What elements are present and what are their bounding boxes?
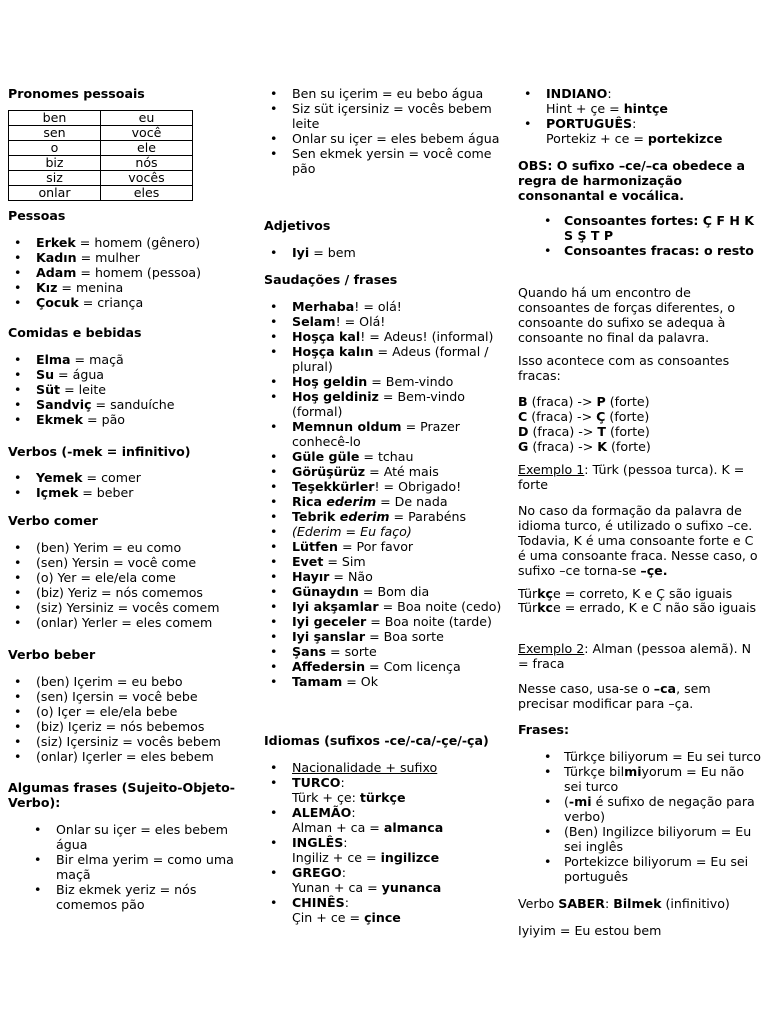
list-item bbox=[8, 265, 256, 280]
sentence-bold: -mi bbox=[568, 794, 592, 809]
list-item-term: Rica bbox=[292, 494, 322, 509]
list-item bbox=[264, 644, 510, 659]
list-item bbox=[264, 374, 510, 389]
list-item: • Sen ekmek yersin = você come pão bbox=[264, 146, 510, 176]
language-item bbox=[518, 86, 762, 116]
comidas-list bbox=[8, 352, 256, 427]
list-item bbox=[264, 524, 510, 539]
table-row bbox=[9, 171, 193, 186]
pair-middle: (fraca) -> bbox=[527, 394, 597, 409]
para-formacao: No caso da formação da palavra de idioma turco, é utilizado o sufixo –ce. Todavia, K é uma consoante forte e C é uma consoante fraca. Nesse caso, o sufixo –ce torna-se –çe. bbox=[518, 503, 758, 578]
list-item: • (ben) Içerim = eu bebo bbox=[8, 674, 256, 689]
list-item-meaning: ! = olá! bbox=[354, 299, 402, 314]
list-item bbox=[8, 250, 256, 265]
list-item: • (biz) Içeriz = nós bebemos bbox=[8, 719, 256, 734]
language-formula: Portekiz + ce = bbox=[546, 131, 648, 146]
list-item-term: Iyi bbox=[292, 245, 310, 260]
top-sentences-list bbox=[264, 86, 510, 176]
list-item bbox=[264, 329, 510, 344]
list-item-term: Hoş geldiniz bbox=[292, 389, 379, 404]
list-item-italic: (Ederim = Eu faço) bbox=[292, 524, 412, 539]
language-item bbox=[518, 116, 762, 146]
list-item-meaning: = Bem-vindo bbox=[367, 374, 454, 389]
list-item-meaning: = Boa noite (tarde) bbox=[366, 614, 492, 629]
table-cell: onlar bbox=[9, 186, 101, 201]
language-item bbox=[264, 805, 510, 835]
language-name: PORTUGUÊS bbox=[546, 116, 633, 131]
para-fracas: Isso acontece com as consoantes fracas: bbox=[518, 353, 730, 383]
language-result: çince bbox=[364, 910, 401, 925]
list-item-term: Çocuk bbox=[36, 295, 79, 310]
language-result: ingilizce bbox=[380, 850, 440, 865]
pair-end: (forte) bbox=[605, 409, 650, 424]
frases-title: Algumas frases (Sujeito-Objeto-Verbo): bbox=[8, 780, 235, 810]
list-item-meaning: = água bbox=[54, 367, 105, 382]
list-item-term: Hoşça kal bbox=[292, 329, 361, 344]
list-item-term: Yemek bbox=[36, 470, 83, 485]
language-name: INDIANO bbox=[546, 86, 608, 101]
list-item: • (siz) Yersiniz = vocês comem bbox=[8, 600, 256, 615]
list-item-term: Görüşürüz bbox=[292, 464, 366, 479]
weak-consonant: D bbox=[518, 424, 529, 439]
list-item bbox=[518, 764, 762, 794]
comer-list bbox=[8, 540, 256, 630]
idiomas-sub: • Nacionalidade + sufixo bbox=[264, 760, 510, 775]
list-item-meaning: = Com licença bbox=[365, 659, 461, 674]
list-item-meaning: = maçã bbox=[70, 352, 124, 367]
list-item-meaning: = mulher bbox=[76, 250, 140, 265]
list-item-term: Süt bbox=[36, 382, 61, 397]
consonant-pair bbox=[518, 394, 762, 409]
list-item-meaning: = leite bbox=[60, 382, 107, 397]
list-item bbox=[8, 412, 256, 427]
list-item-meaning: = sanduíche bbox=[91, 397, 175, 412]
list-item-meaning: = menina bbox=[57, 280, 124, 295]
list-item-meaning: = bem bbox=[309, 245, 356, 260]
consonant-rule: Consoantes fortes: Ç F H K S Ş T P bbox=[564, 213, 755, 243]
language-result: yunanca bbox=[381, 880, 442, 895]
list-item: • (sen) Yersin = você come bbox=[8, 555, 256, 570]
consonant-pair bbox=[518, 439, 762, 454]
list-item-meaning: = homem (gênero) bbox=[75, 235, 201, 250]
list-item-term: Günaydın bbox=[292, 584, 359, 599]
verbos-title: Verbos (-mek = infinitivo) bbox=[8, 444, 191, 459]
table-cell: nós bbox=[101, 156, 193, 171]
verbo-saber: Verbo SABER: Bilmek (infinitivo) bbox=[518, 896, 730, 911]
table-row bbox=[9, 126, 193, 141]
list-item bbox=[264, 674, 510, 689]
sentence: Türkçe biliyorum = Eu sei turco bbox=[564, 749, 761, 764]
sentence: (Ben) Ingilizce biliyorum = Eu sei inglês bbox=[564, 824, 752, 854]
idiomas-sub-list bbox=[264, 760, 510, 775]
list-item-term: Lütfen bbox=[292, 539, 338, 554]
list-item: • (onlar) Içerler = eles bebem bbox=[8, 749, 256, 764]
list-item bbox=[264, 299, 510, 314]
list-item-meaning: = Ok bbox=[342, 674, 378, 689]
list-item-meaning: = Adeus (formal / plural) bbox=[292, 344, 489, 374]
strong-consonant: K bbox=[597, 439, 608, 454]
language-formula: Hint + çe = bbox=[546, 101, 624, 116]
list-item-term: Şans bbox=[292, 644, 327, 659]
list-item-term: Teşekkürler bbox=[292, 479, 375, 494]
beber-title: Verbo beber bbox=[8, 647, 96, 662]
language-item bbox=[264, 835, 510, 865]
list-item-term: Erkek bbox=[36, 235, 76, 250]
sentence-end: é sufixo de negação para verbo) bbox=[564, 794, 755, 824]
colon: : bbox=[607, 86, 612, 101]
list-item: • Siz süt içersiniz = vocês bebem leite bbox=[264, 101, 510, 131]
saudacoes-title: Saudações / frases bbox=[264, 272, 398, 287]
list-item-term: Tamam bbox=[292, 674, 343, 689]
table-cell: ben bbox=[9, 111, 101, 126]
table-cell: vocês bbox=[101, 171, 193, 186]
list-item-meaning: = Bem-vindo (formal) bbox=[292, 389, 465, 419]
sentence: Portekizce biliyorum = Eu sei português bbox=[564, 854, 749, 884]
list-item bbox=[264, 419, 510, 449]
turkce-correct: Türkçe = correto, K e Ç são iguais bbox=[518, 586, 733, 601]
list-item bbox=[264, 314, 510, 329]
list-item bbox=[264, 389, 510, 419]
list-item-term: Hoşça kalın bbox=[292, 344, 374, 359]
list-item-meaning: = Boa sorte bbox=[365, 629, 444, 644]
comidas-title: Comidas e bebidas bbox=[8, 325, 142, 340]
table-cell: eles bbox=[101, 186, 193, 201]
list-item bbox=[264, 509, 510, 524]
list-item: • Ben su içerim = eu bebo água bbox=[264, 86, 510, 101]
language-item bbox=[264, 895, 510, 925]
comer-title: Verbo comer bbox=[8, 513, 98, 528]
sentence-start: ( bbox=[564, 794, 569, 809]
consonant-rule: Consoantes fracas: o resto bbox=[564, 243, 754, 258]
list-item bbox=[264, 494, 510, 509]
list-item-term: Adam bbox=[36, 265, 77, 280]
list-item-meaning: = Sim bbox=[323, 554, 366, 569]
frases-title-3: Frases: bbox=[518, 722, 570, 737]
list-item bbox=[264, 659, 510, 674]
list-item bbox=[264, 344, 510, 374]
language-item bbox=[264, 865, 510, 895]
list-item-term: Hayır bbox=[292, 569, 330, 584]
list-item bbox=[8, 397, 256, 412]
list-item-meaning: = De nada bbox=[376, 494, 448, 509]
list-item-term: Güle güle bbox=[292, 449, 360, 464]
exemplo-1: Exemplo 1: Türk (pessoa turca). K = forte bbox=[518, 462, 745, 492]
list-item bbox=[518, 794, 762, 824]
table-cell: sen bbox=[9, 126, 101, 141]
list-item-meaning: = Bom dia bbox=[358, 584, 430, 599]
list-item-term: Iyi şanslar bbox=[292, 629, 366, 644]
language-formula: Çin + ce = bbox=[292, 910, 365, 925]
colon: : bbox=[344, 895, 349, 910]
table-cell: o bbox=[9, 141, 101, 156]
list-item-term: Memnun oldum bbox=[292, 419, 402, 434]
strong-consonant: Ç bbox=[596, 409, 606, 424]
table-cell: você bbox=[101, 126, 193, 141]
table-cell: siz bbox=[9, 171, 101, 186]
list-item-term: Kız bbox=[36, 280, 58, 295]
table-cell: biz bbox=[9, 156, 101, 171]
list-item: • (biz) Yeriz = nós comemos bbox=[8, 585, 256, 600]
table-row bbox=[9, 156, 193, 171]
list-item bbox=[264, 569, 510, 584]
list-item-term: Ekmek bbox=[36, 412, 84, 427]
language-name: ALEMÃO bbox=[292, 805, 352, 820]
list-item bbox=[518, 824, 762, 854]
list-item-term: Merhaba bbox=[292, 299, 355, 314]
obs-note: OBS: O sufixo –ce/–ca obedece a regra de harmonização consonantal e vocálica. bbox=[518, 158, 746, 203]
list-item: • Onlar su içer = eles bebem água bbox=[264, 131, 510, 146]
language-formula: Alman + ca = bbox=[292, 820, 384, 835]
frases-list bbox=[8, 822, 256, 912]
language-name: CHINÊS bbox=[292, 895, 345, 910]
adjetivos-list bbox=[264, 245, 510, 260]
language-name: GREGO bbox=[292, 865, 342, 880]
list-item bbox=[264, 614, 510, 629]
frases-list-3 bbox=[518, 749, 762, 884]
list-item: • Bir elma yerim = como uma maçã bbox=[8, 852, 256, 882]
list-item: • (o) Içer = ele/ela bebe bbox=[8, 704, 256, 719]
pessoas-list bbox=[8, 235, 256, 310]
list-item bbox=[264, 554, 510, 569]
list-item-meaning: = Parabéns bbox=[389, 509, 467, 524]
language-name: TURCO bbox=[292, 775, 341, 790]
list-item-meaning: = Até mais bbox=[365, 464, 439, 479]
list-item-meaning: = beber bbox=[78, 485, 134, 500]
list-item-term: Kadın bbox=[36, 250, 77, 265]
list-item bbox=[264, 629, 510, 644]
list-item: • (o) Yer = ele/ela come bbox=[8, 570, 256, 585]
pair-middle: (fraca) -> bbox=[527, 409, 597, 424]
list-item bbox=[264, 245, 510, 260]
language-result: türkçe bbox=[359, 790, 406, 805]
list-item bbox=[518, 749, 762, 764]
list-item bbox=[8, 382, 256, 397]
list-item-meaning: = Por favor bbox=[338, 539, 414, 554]
list-item-meaning: = homem (pessoa) bbox=[76, 265, 202, 280]
list-item-term: Su bbox=[36, 367, 55, 382]
sentence-end: yorum = Eu não sei turco bbox=[564, 764, 745, 794]
table-row bbox=[9, 111, 193, 126]
list-item: • Onlar su içer = eles bebem água bbox=[8, 822, 256, 852]
colon: : bbox=[343, 835, 348, 850]
list-item-term: Affedersin bbox=[292, 659, 366, 674]
language-formula: Türk + çe: bbox=[292, 790, 360, 805]
list-item: • (onlar) Yerler = eles comem bbox=[8, 615, 256, 630]
list-item bbox=[8, 367, 256, 382]
list-item bbox=[8, 280, 256, 295]
list-item: • Biz ekmek yeriz = nós comemos pão bbox=[8, 882, 256, 912]
language-formula: Ingiliz + ce = bbox=[292, 850, 381, 865]
list-item-term-italic: ederim bbox=[321, 494, 377, 509]
pair-middle: (fraca) -> bbox=[528, 424, 598, 439]
list-item bbox=[518, 243, 762, 258]
pair-end: (forte) bbox=[607, 439, 651, 454]
language-name: INGLÊS bbox=[292, 835, 344, 850]
sentence-bold: mi bbox=[624, 764, 642, 779]
list-item bbox=[8, 352, 256, 367]
sentence-start: Türkçe bil bbox=[564, 764, 625, 779]
verbos-list bbox=[8, 470, 256, 500]
list-item-meaning: = Não bbox=[329, 569, 373, 584]
table-cell: ele bbox=[101, 141, 193, 156]
beber-list bbox=[8, 674, 256, 764]
strong-consonant: P bbox=[596, 394, 606, 409]
table-row bbox=[9, 186, 193, 201]
saudacoes-list bbox=[264, 299, 510, 689]
weak-consonant: B bbox=[518, 394, 528, 409]
list-item bbox=[8, 470, 256, 485]
list-item-meaning: = criança bbox=[78, 295, 144, 310]
para-encontro: Quando há um encontro de consoantes de forças diferentes, o consoante do sufixo se adequa à consoante no final da palavra. bbox=[518, 285, 736, 345]
language-result: hintçe bbox=[623, 101, 668, 116]
colon: : bbox=[632, 116, 637, 131]
list-item-term-italic: ederim bbox=[335, 509, 390, 524]
language-formula: Yunan + ca = bbox=[292, 880, 382, 895]
consonant-pair bbox=[518, 409, 762, 424]
colon: : bbox=[351, 805, 356, 820]
list-item-term: Elma bbox=[36, 352, 71, 367]
para-ca: Nesse caso, usa-se o –ca, sem precisar modificar para –ça. bbox=[518, 681, 711, 711]
pair-end: (forte) bbox=[605, 424, 650, 439]
consonant-pair bbox=[518, 424, 762, 439]
list-item bbox=[264, 449, 510, 464]
list-item-term: Sandviç bbox=[36, 397, 92, 412]
list-item-meaning: = Boa noite (cedo) bbox=[378, 599, 502, 614]
table-row bbox=[9, 141, 193, 156]
iyiyim: Iyiyim = Eu estou bem bbox=[518, 923, 662, 938]
list-item bbox=[8, 295, 256, 310]
list-item: • (siz) Içersiniz = vocês bebem bbox=[8, 734, 256, 749]
language-item bbox=[264, 775, 510, 805]
list-item: • (sen) Içersin = você bebe bbox=[8, 689, 256, 704]
pronomes-title: Pronomes pessoais bbox=[8, 86, 145, 101]
consoantes-list bbox=[518, 213, 762, 258]
list-item bbox=[8, 235, 256, 250]
list-item-term: Iyi geceler bbox=[292, 614, 367, 629]
colon: : bbox=[340, 775, 345, 790]
list-item-term: Hoş geldin bbox=[292, 374, 368, 389]
list-item bbox=[264, 599, 510, 614]
list-item bbox=[264, 464, 510, 479]
strong-consonant: T bbox=[597, 424, 606, 439]
pair-end: (forte) bbox=[605, 394, 650, 409]
list-item bbox=[264, 539, 510, 554]
list-item-meaning: = comer bbox=[82, 470, 141, 485]
list-item bbox=[264, 479, 510, 494]
language-result: portekizce bbox=[647, 131, 723, 146]
adjetivos-title: Adjetivos bbox=[264, 218, 331, 233]
list-item-meaning: = pão bbox=[83, 412, 126, 427]
list-item bbox=[8, 485, 256, 500]
list-item-meaning: ! = Olá! bbox=[335, 314, 386, 329]
list-item-meaning: ! = Adeus! (informal) bbox=[360, 329, 494, 344]
idiomas-list-cont bbox=[518, 86, 762, 146]
list-item-term: Iyi akşamlar bbox=[292, 599, 379, 614]
list-item-meaning: ! = Obrigado! bbox=[374, 479, 462, 494]
list-item-term: Tebrik bbox=[292, 509, 336, 524]
consonant-pairs bbox=[518, 394, 762, 454]
pronomes-table bbox=[8, 110, 193, 201]
turkce-wrong: Türkce = errado, K e C não são iguais bbox=[518, 600, 757, 615]
exemplo-2: Exemplo 2: Alman (pessoa alemã). N = fraca bbox=[518, 641, 752, 671]
language-result: almanca bbox=[383, 820, 444, 835]
list-item-meaning: = Prazer conhecê-lo bbox=[292, 419, 460, 449]
colon: : bbox=[341, 865, 346, 880]
weak-consonant: G bbox=[518, 439, 529, 454]
list-item-term: Evet bbox=[292, 554, 324, 569]
pair-middle: (fraca) -> bbox=[528, 439, 598, 454]
list-item bbox=[264, 584, 510, 599]
list-item bbox=[518, 213, 762, 243]
list-item-term: Selam bbox=[292, 314, 336, 329]
idiomas-title: Idiomas (sufixos -ce/-ca/-çe/-ça) bbox=[264, 733, 489, 748]
table-cell: eu bbox=[101, 111, 193, 126]
list-item-term: Içmek bbox=[36, 485, 79, 500]
list-item bbox=[518, 854, 762, 884]
pessoas-title: Pessoas bbox=[8, 208, 66, 223]
list-item: • (ben) Yerim = eu como bbox=[8, 540, 256, 555]
list-item-meaning: = sorte bbox=[326, 644, 377, 659]
weak-consonant: C bbox=[518, 409, 528, 424]
idiomas-list bbox=[264, 775, 510, 925]
list-item-meaning: = tchau bbox=[359, 449, 414, 464]
